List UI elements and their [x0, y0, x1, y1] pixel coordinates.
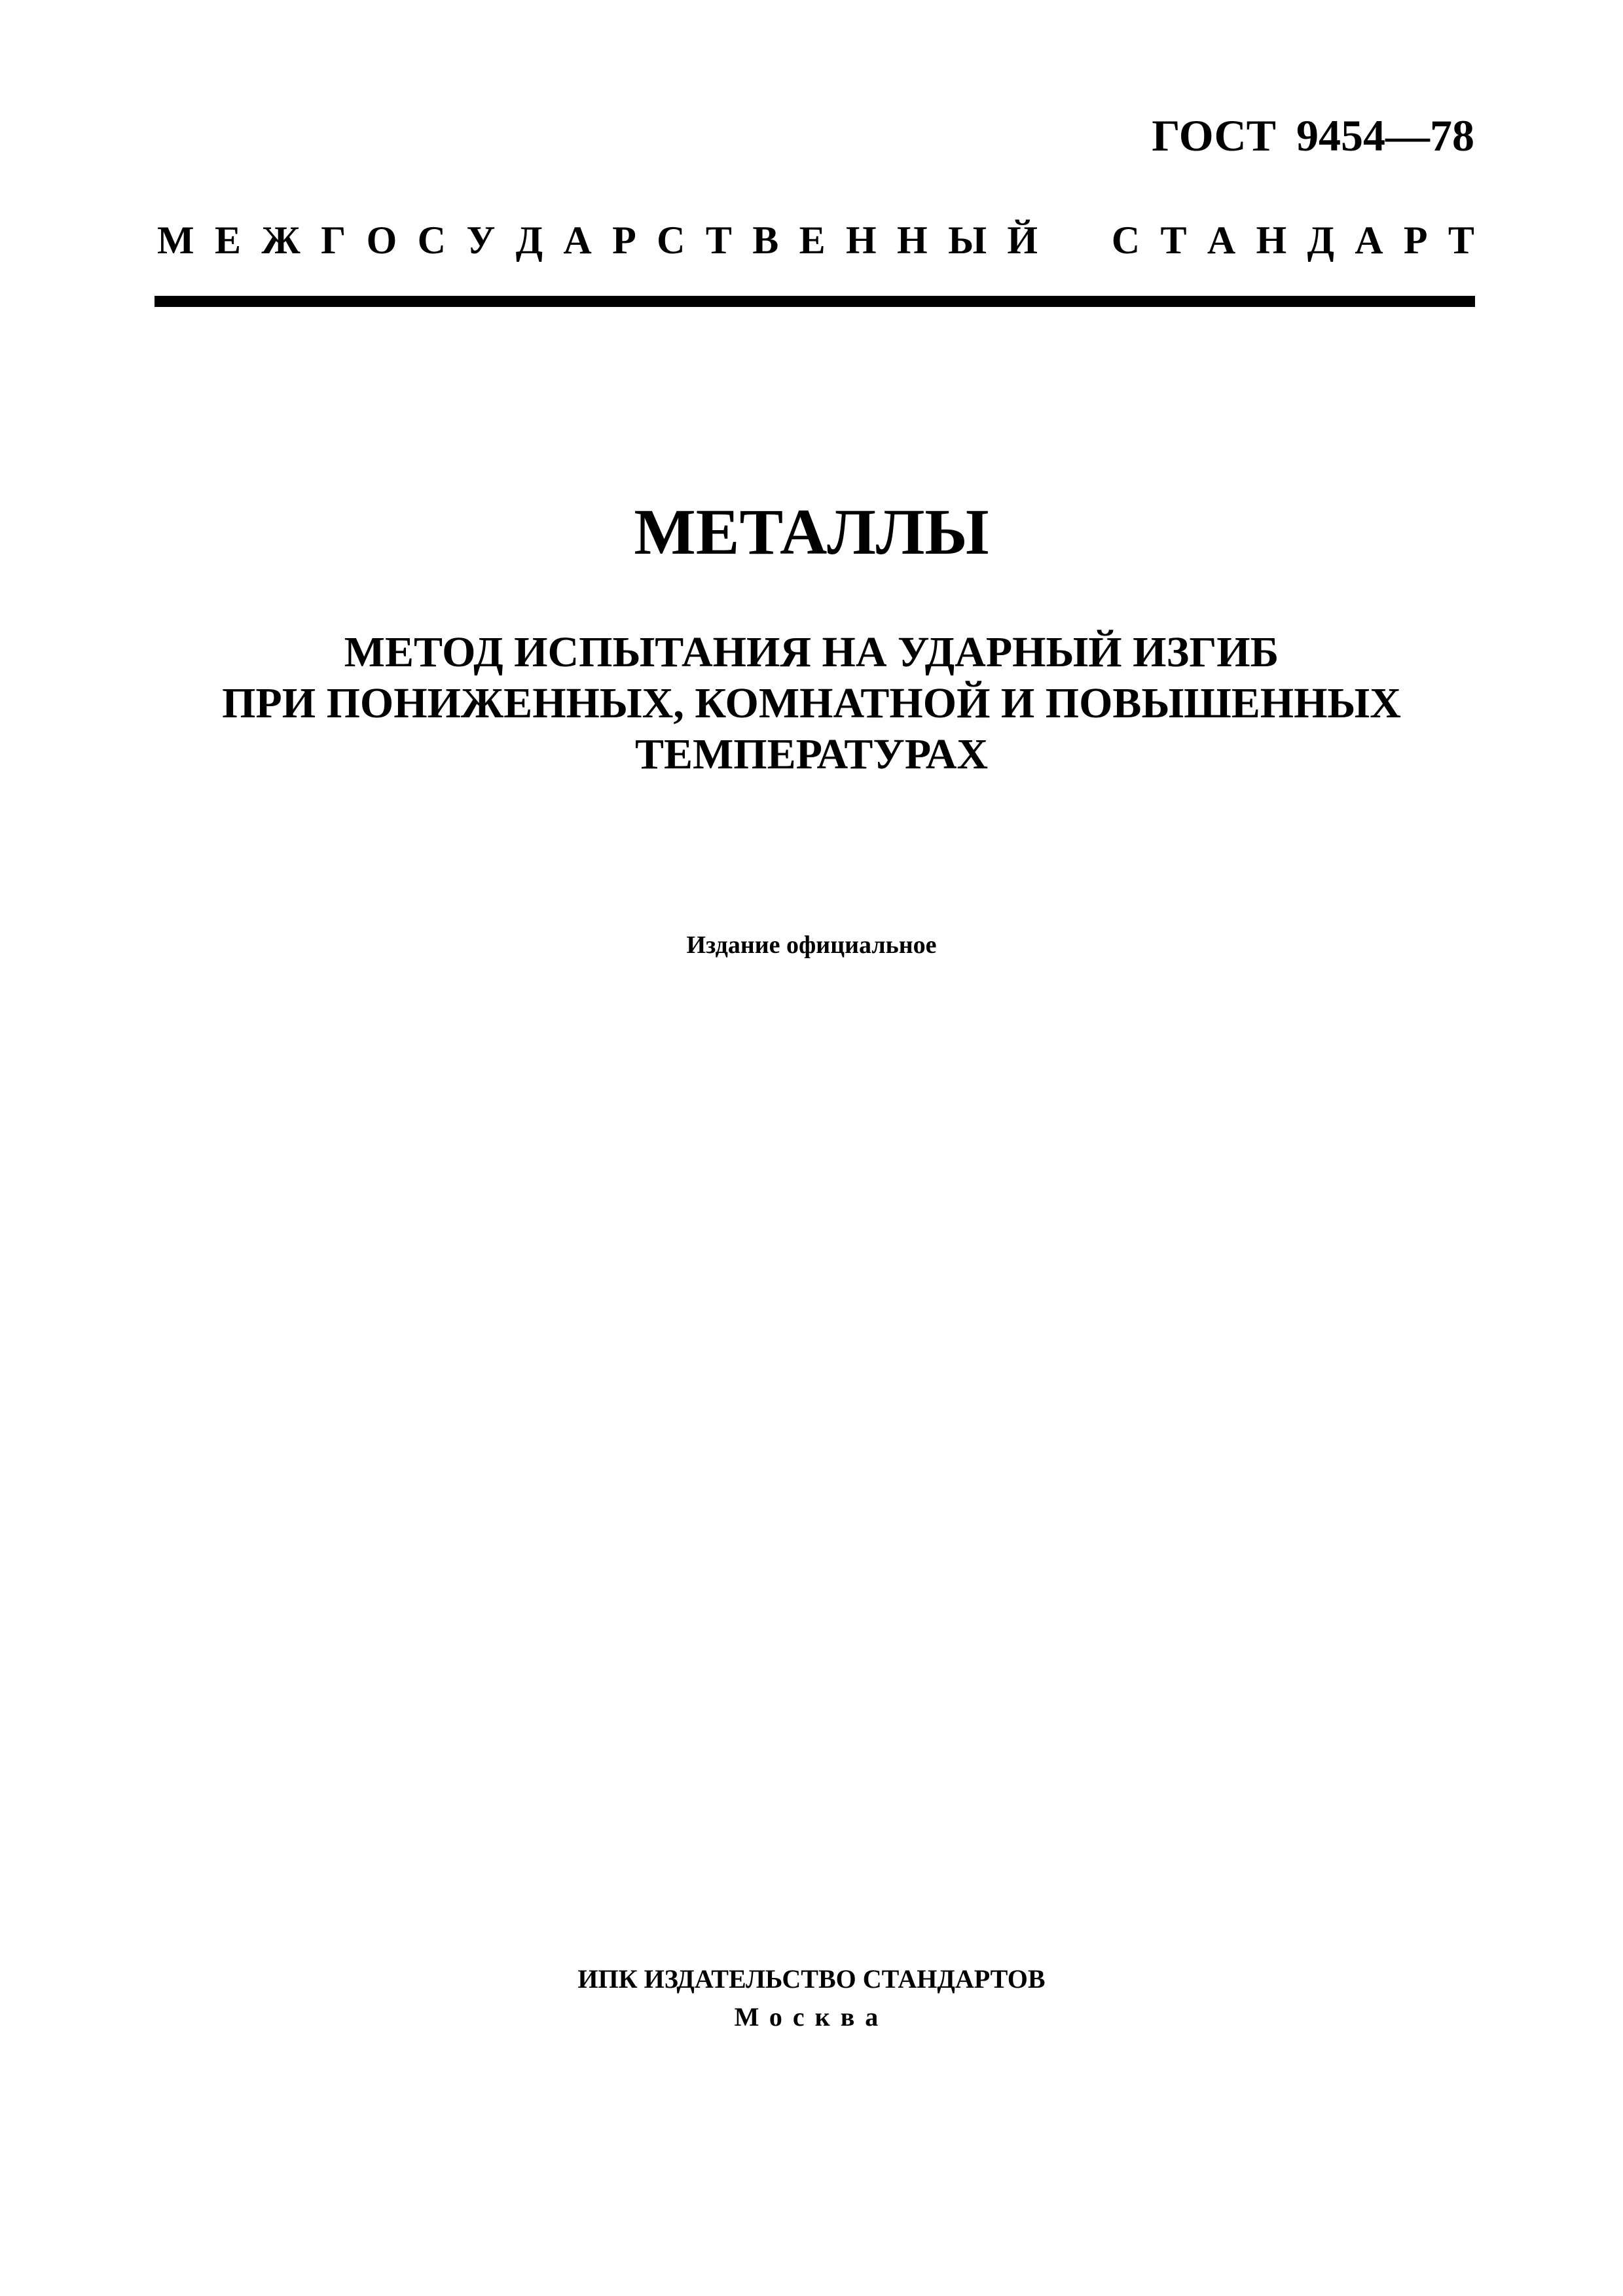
heading-letter: У: [466, 219, 496, 262]
heading-letter: Ж: [261, 219, 301, 262]
heading-letter: Т: [705, 219, 732, 262]
heading-letter: Р: [1403, 219, 1428, 262]
heading-letter: С: [417, 219, 446, 262]
heading-letter: Д: [1307, 219, 1334, 262]
heading-letter: Н: [1256, 219, 1287, 262]
heading-letter: Д: [515, 219, 543, 262]
heading-letter: М: [157, 219, 194, 262]
heading-letter: Т: [1160, 219, 1187, 262]
heading-gap: [1058, 218, 1091, 263]
heading-letter: Й: [1007, 219, 1038, 262]
publisher-name: ИПК ИЗДАТЕЛЬСТВО СТАНДАРТОВ: [577, 1964, 1046, 1994]
heading-letter: Г: [321, 219, 346, 262]
heading-letter: Е: [799, 219, 826, 262]
standard-type-heading: [157, 218, 1474, 263]
subtitle-line: ПРИ ПОНИЖЕННЫХ, КОМНАТНОЙ И ПОВЫШЕННЫХ: [222, 679, 1401, 727]
heading-letter: А: [1207, 219, 1236, 262]
subtitle-line: МЕТОД ИСПЫТАНИЯ НА УДАРНЫЙ ИЗГИБ: [344, 628, 1279, 676]
heading-letter: Р: [612, 219, 636, 262]
document-number: ГОСТ 9454—78: [1152, 111, 1474, 160]
header-divider: [155, 296, 1475, 307]
subtitle-line: ТЕМПЕРАТУРАХ: [634, 730, 989, 778]
heading-letter: А: [563, 219, 592, 262]
heading-letter: Ы: [948, 219, 987, 262]
heading-letter: Н: [897, 219, 928, 262]
heading-letter: С: [657, 219, 685, 262]
publisher-city: Москва: [734, 2002, 889, 2032]
subtitle: [0, 627, 1623, 780]
heading-letter: В: [752, 219, 779, 262]
edition-label: Издание официальное: [686, 931, 937, 959]
main-title: МЕТАЛЛЫ: [634, 495, 989, 568]
heading-letter: О: [366, 219, 397, 262]
heading-letter: А: [1355, 219, 1383, 262]
heading-letter: Н: [846, 219, 877, 262]
heading-letter: С: [1111, 219, 1140, 262]
heading-letter: Т: [1448, 219, 1474, 262]
heading-letter: Е: [215, 219, 242, 262]
